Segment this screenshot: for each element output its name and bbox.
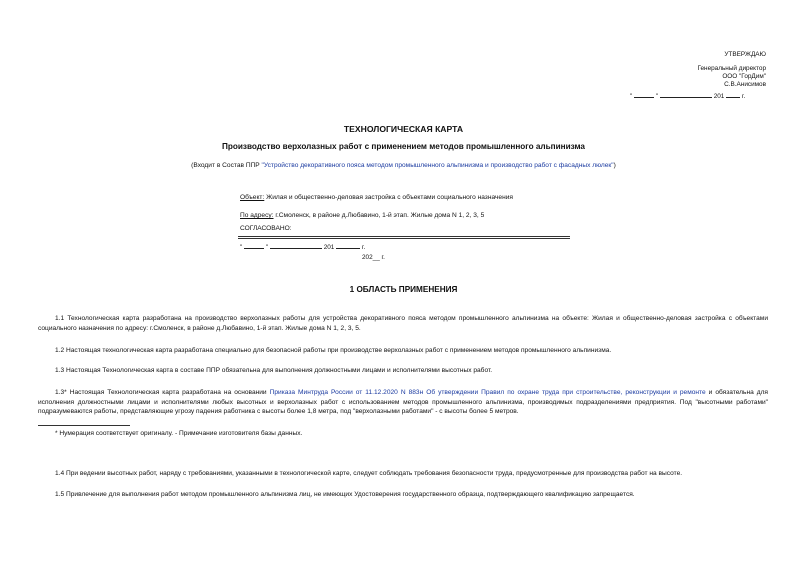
date-quote-close: " bbox=[655, 93, 659, 100]
paragraph-1-3-star bbox=[38, 388, 768, 417]
agreed-line-1 bbox=[238, 236, 570, 237]
date-year: 201 bbox=[713, 93, 725, 100]
document-title: ТЕХНОЛОГИЧЕСКАЯ КАРТА bbox=[343, 124, 464, 134]
agreed-date-quote-close: " bbox=[265, 244, 269, 251]
address-value: г.Смоленск, в районе д.Любавино, 1-й этап. Жилые дома N 1, 2, 3, 5 bbox=[273, 212, 485, 219]
p4-suffix: и обязательна для исполнения должностными лицами и исполнителями любых высотных и верхолазных работ с использованием методов промышленного альпинизма, производимых подразделениями предприятия. Под "высотными работами" подразумеваются работы, представляющие угрозу падения работника с высоты более 1,8 метра, под "верхолазными работами" - с высоты более 5 метров. bbox=[38, 389, 769, 416]
agreed-date-g: г. bbox=[361, 244, 366, 251]
address-label: По адресу: bbox=[240, 212, 274, 219]
agreed-date-month-blank bbox=[270, 242, 322, 249]
object-label: Объект: bbox=[240, 194, 265, 201]
object-line bbox=[240, 193, 513, 203]
date-g: г. bbox=[741, 93, 746, 100]
agreed-date bbox=[240, 242, 365, 252]
agreed-date-quote-open: " bbox=[240, 244, 243, 251]
included-in-note bbox=[0, 161, 807, 171]
date-day-blank bbox=[634, 91, 654, 98]
ppr-link[interactable]: "Устройство декоративного пояса методом промышленного альпинизма и производство работ с фасадных люлек" bbox=[261, 162, 614, 169]
agreed-label: СОГЛАСОВАНО: bbox=[240, 225, 292, 232]
paragraph-1-2: 1.2 Настоящая технологическая карта разработана специально для безопасной работы при производстве верхолазных работ с применением методов промышленного альпинизма. bbox=[55, 347, 612, 354]
paragraph-1-1: 1.1 Технологическая карта разработана на производство верхолазных работы для устройства декоративного пояса методом промышленного альпинизма на объекте: Жилая и общественно-деловая застройка с объектами социального назначения по адресу: г.Смоленск, в районе д.Любавино, 1-й этап. Жилые дома N 1, 2, 3, 5. bbox=[38, 315, 768, 332]
date-quote-open: " bbox=[630, 93, 633, 100]
date-month-blank bbox=[660, 91, 712, 98]
footnote-separator bbox=[38, 425, 130, 426]
approver-company: ООО "ГорДим" bbox=[722, 73, 766, 80]
approver-name: С.В.Анисимов bbox=[724, 81, 766, 88]
paragraph-1-3: 1.3 Настоящая Технологическая карта в составе ППР обязательна для выполнения должностными лицами и исполнителями высотных работ. bbox=[55, 367, 493, 374]
order-link[interactable]: Приказа Минтруда России от 11.12.2020 N 883н Об утверждении Правил по охране труда при строительстве, реконструкции и ремонте bbox=[269, 389, 706, 396]
p4-prefix: 1.3* Настоящая Технологическая карта разработана на основании bbox=[55, 389, 270, 396]
approval-date bbox=[630, 91, 745, 101]
footnote: * Нумерация соответствует оригиналу. - Примечание изготовителя базы данных. bbox=[55, 430, 303, 437]
included-suffix: ) bbox=[613, 162, 616, 169]
agreed-year2: 202__ г. bbox=[362, 254, 385, 261]
agreed-date-day-blank bbox=[244, 242, 264, 249]
paragraph-1-5: 1.5 Привлечение для выполнения работ методом промышленного альпинизма лиц, не имеющих Удостоверения государственного образца, подтверждающего квалификацию запрещается. bbox=[55, 491, 635, 498]
document-subtitle: Производство верхолазных работ с применением методов промышленного альпинизма bbox=[222, 142, 585, 151]
section-heading: 1 ОБЛАСТЬ ПРИМЕНЕНИЯ bbox=[349, 285, 458, 294]
paragraph-1-4: 1.4 При ведении высотных работ, наряду с требованиями, указанными в технологической карте, следует соблюдать требования безопасности труда, предусмотренные для производства работ на высоте. bbox=[55, 470, 683, 477]
object-value: Жилая и общественно-деловая застройка с объектами социального назначения bbox=[264, 194, 513, 201]
included-prefix: (Входит в Состав ППР bbox=[191, 162, 262, 169]
address-line bbox=[240, 211, 484, 221]
agreed-date-year: 201 bbox=[323, 244, 335, 251]
agreed-date-year-blank bbox=[336, 242, 360, 249]
approval-block bbox=[560, 51, 766, 89]
approver-position: Генеральный директор bbox=[697, 65, 766, 72]
approve-label: УТВЕРЖДАЮ bbox=[724, 51, 766, 58]
date-year-blank bbox=[726, 91, 740, 98]
agreed-line-2 bbox=[238, 238, 570, 239]
